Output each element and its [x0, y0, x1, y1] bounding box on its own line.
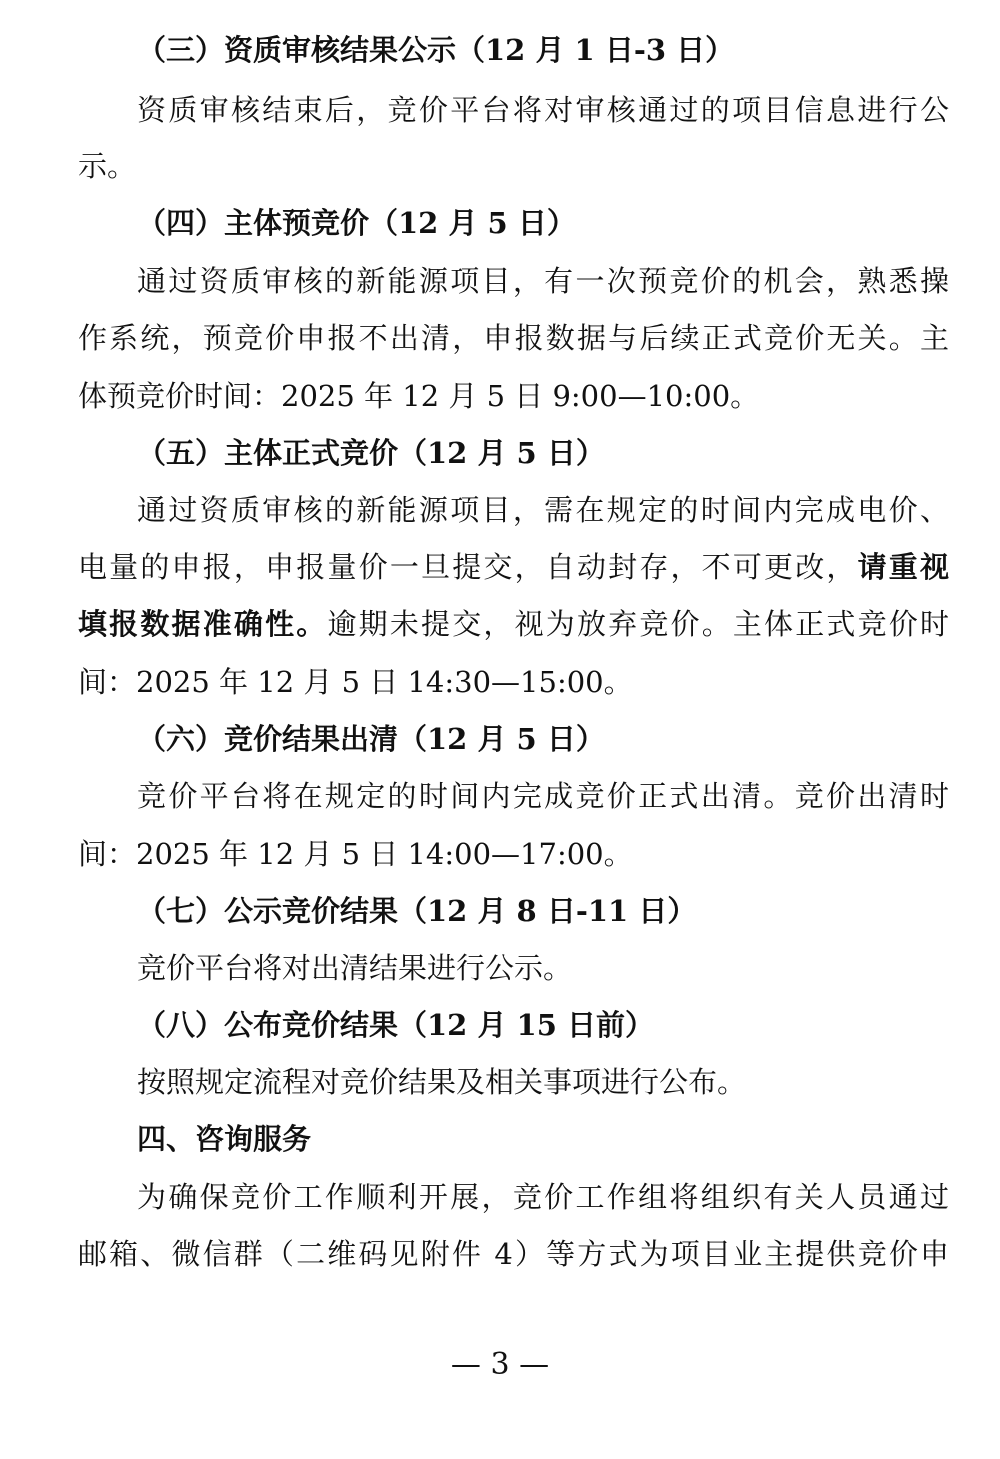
paragraph-line: 竞价平台将在规定的时间内完成竞价正式出清。竞价出清时 [137, 779, 949, 813]
paragraph-line [78, 604, 949, 644]
section-heading-6: （六）竞价结果出清（12 月 5 日） [137, 722, 605, 756]
emphasis-text: 请重视 [857, 550, 949, 584]
page-number: — 3 — [450, 1347, 550, 1382]
paragraph-line: 体预竞价时间：2025 年 12 月 5 日 9:00—10:00。 [78, 379, 760, 413]
section-heading-7: （七）公示竞价结果（12 月 8 日-11 日） [137, 894, 697, 928]
section-heading-5: （五）主体正式竞价（12 月 5 日） [137, 436, 605, 470]
paragraph-line: 示。 [78, 149, 137, 183]
section-heading-3: （三）资质审核结果公示（12 月 1 日-3 日） [137, 33, 735, 67]
paragraph-line: 邮箱、微信群（二维码见附件 4）等方式为项目业主提供竞价申 [78, 1237, 949, 1271]
paragraph-text: 电量的申报，申报量价一旦提交，自动封存，不可更改， [78, 550, 858, 584]
section-heading-8: （八）公布竞价结果（12 月 15 日前） [137, 1008, 655, 1042]
paragraph-text: 逾期未提交，视为放弃竞价。主体正式竞价时 [327, 607, 949, 641]
paragraph-line: 间：2025 年 12 月 5 日 14:00—17:00。 [78, 837, 633, 871]
section-heading-consult: 四、咨询服务 [137, 1122, 312, 1156]
paragraph-line: 作系统，预竞价申报不出清，申报数据与后续正式竞价无关。主 [78, 321, 949, 355]
paragraph-line: 间：2025 年 12 月 5 日 14:30—15:00。 [78, 665, 633, 699]
paragraph-line: 通过资质审核的新能源项目，需在规定的时间内完成电价、 [137, 493, 949, 527]
emphasis-text: 填报数据准确性。 [78, 607, 328, 641]
paragraph-line: 按照规定流程对竞价结果及相关事项进行公布。 [137, 1065, 747, 1099]
paragraph-line: 为确保竞价工作顺利开展，竞价工作组将组织有关人员通过 [137, 1180, 949, 1214]
paragraph-line: 通过资质审核的新能源项目，有一次预竞价的机会，熟悉操 [137, 264, 949, 298]
section-heading-4: （四）主体预竞价（12 月 5 日） [137, 206, 576, 240]
paragraph-line [78, 547, 949, 587]
paragraph-line: 竞价平台将对出清结果进行公示。 [137, 951, 573, 985]
paragraph-line: 资质审核结束后，竞价平台将对审核通过的项目信息进行公 [137, 93, 949, 127]
